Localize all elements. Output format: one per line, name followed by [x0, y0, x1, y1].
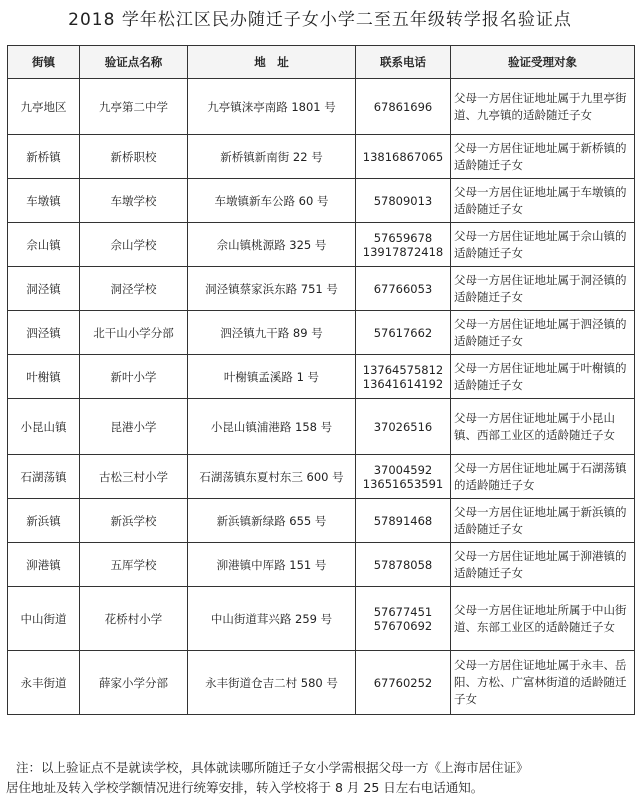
cell-town: 石湖荡镇 — [8, 455, 80, 499]
cell-site: 昆港小学 — [80, 399, 188, 455]
cell-site: 古松三村小学 — [80, 455, 188, 499]
header-site: 验证点名称 — [80, 46, 188, 79]
cell-target: 父母一方居住证地址属于佘山镇的适龄随迁子女 — [451, 223, 635, 267]
cell-town: 车墩镇 — [8, 179, 80, 223]
phone-number: 57659678 — [373, 230, 433, 245]
phone-number: 57670692 — [373, 618, 433, 633]
cell-phone — [356, 455, 451, 499]
phone-number: 37004592 — [373, 462, 433, 477]
cell-address: 佘山镇桃源路 325 号 — [188, 223, 356, 267]
cell-site: 洞泾学校 — [80, 267, 188, 311]
cell-address: 九亭镇涞亭南路 1801 号 — [188, 79, 356, 135]
cell-address: 新浜镇新绿路 655 号 — [188, 499, 356, 543]
cell-phone — [356, 223, 451, 267]
phone-number: 57878058 — [373, 557, 433, 572]
phone-number: 57809013 — [373, 193, 433, 208]
phone-number: 13651653591 — [362, 476, 444, 491]
cell-address: 永丰街道仓吉二村 580 号 — [188, 651, 356, 715]
cell-site: 新叶小学 — [80, 355, 188, 399]
cell-address: 叶榭镇孟溪路 1 号 — [188, 355, 356, 399]
cell-phone — [356, 399, 451, 455]
cell-phone — [356, 587, 451, 651]
phone-number: 13641614192 — [362, 376, 444, 391]
cell-target: 父母一方居住证地址属于石湖荡镇的适龄随迁子女 — [451, 455, 635, 499]
table-row — [8, 587, 635, 651]
phone-number: 13917872418 — [362, 244, 444, 259]
header-address: 地 址 — [188, 46, 356, 79]
cell-address: 泖港镇中厍路 151 号 — [188, 543, 356, 587]
footnote-line-1: 注：以上验证点不是就读学校，具体就读哪所随迁子女小学需根据父母一方《上海市居住证》 — [16, 760, 529, 775]
table-row — [8, 651, 635, 715]
table-row — [8, 543, 635, 587]
cell-site: 五厍学校 — [80, 543, 188, 587]
cell-site: 花桥村小学 — [80, 587, 188, 651]
cell-target: 父母一方居住证地址属于叶榭镇的适龄随迁子女 — [451, 355, 635, 399]
cell-site: 薛家小学分部 — [80, 651, 188, 715]
cell-address: 洞泾镇蔡家浜东路 751 号 — [188, 267, 356, 311]
phone-number: 57677451 — [373, 604, 433, 619]
table-row — [8, 79, 635, 135]
cell-target: 父母一方居住证地址属于洞泾镇的适龄随迁子女 — [451, 267, 635, 311]
table-row — [8, 179, 635, 223]
phone-number: 57891468 — [373, 513, 433, 528]
cell-address: 新桥镇新南街 22 号 — [188, 135, 356, 179]
cell-site: 新浜学校 — [80, 499, 188, 543]
cell-target: 父母一方居住证地址属于泗泾镇的适龄随迁子女 — [451, 311, 635, 355]
cell-town: 泗泾镇 — [8, 311, 80, 355]
cell-address: 泗泾镇九干路 89 号 — [188, 311, 356, 355]
header-town: 街镇 — [8, 46, 80, 79]
cell-town: 小昆山镇 — [8, 399, 80, 455]
footnote — [6, 758, 631, 798]
table-row — [8, 223, 635, 267]
table-row — [8, 399, 635, 455]
table-row — [8, 355, 635, 399]
header-phone: 联系电话 — [356, 46, 451, 79]
cell-phone — [356, 311, 451, 355]
cell-town: 佘山镇 — [8, 223, 80, 267]
cell-site: 车墩学校 — [80, 179, 188, 223]
cell-target: 父母一方居住证地址属于小昆山镇、西部工业区的适龄随迁子女 — [451, 399, 635, 455]
phone-number: 13816867065 — [362, 149, 444, 164]
table-row — [8, 455, 635, 499]
phone-number: 13764575812 — [362, 362, 444, 377]
cell-address: 车墩镇新车公路 60 号 — [188, 179, 356, 223]
footnote-line-2: 居住地址及转入学校学额情况进行统筹安排，转入学校将于 8 月 25 日左右电话通知。 — [6, 780, 484, 795]
table-header-row — [8, 46, 635, 79]
cell-town: 泖港镇 — [8, 543, 80, 587]
verification-sites-table — [7, 45, 635, 715]
cell-phone — [356, 355, 451, 399]
cell-site: 九亭第二中学 — [80, 79, 188, 135]
cell-target: 父母一方居住证地址所属于中山街道、东部工业区的适龄随迁子女 — [451, 587, 635, 651]
phone-number: 57617662 — [373, 325, 433, 340]
page-title: 2018 学年松江区民办随迁子女小学二至五年级转学报名验证点 — [68, 10, 572, 30]
cell-target: 父母一方居住证地址属于新浜镇的适龄随迁子女 — [451, 499, 635, 543]
cell-phone — [356, 179, 451, 223]
cell-address: 中山街道茸兴路 259 号 — [188, 587, 356, 651]
cell-phone — [356, 135, 451, 179]
table-row — [8, 499, 635, 543]
cell-phone — [356, 79, 451, 135]
cell-address: 石湖荡镇东夏村东三 600 号 — [188, 455, 356, 499]
phone-number: 67766053 — [373, 281, 433, 296]
cell-target: 父母一方居住证地址属于九里亭街道、九亭镇的适龄随迁子女 — [451, 79, 635, 135]
cell-town: 新浜镇 — [8, 499, 80, 543]
cell-town: 新桥镇 — [8, 135, 80, 179]
table-row — [8, 311, 635, 355]
phone-number: 37026516 — [373, 419, 433, 434]
phone-number: 67861696 — [373, 99, 433, 114]
cell-phone — [356, 651, 451, 715]
cell-town: 洞泾镇 — [8, 267, 80, 311]
cell-phone — [356, 543, 451, 587]
cell-site: 北干山小学分部 — [80, 311, 188, 355]
cell-site: 新桥职校 — [80, 135, 188, 179]
cell-address: 小昆山镇浦港路 158 号 — [188, 399, 356, 455]
cell-target: 父母一方居住证地址属于泖港镇的适龄随迁子女 — [451, 543, 635, 587]
cell-town: 中山街道 — [8, 587, 80, 651]
cell-phone — [356, 499, 451, 543]
cell-target: 父母一方居住证地址属于永丰、岳阳、方松、广富林街道的适龄随迁子女 — [451, 651, 635, 715]
cell-target: 父母一方居住证地址属于车墩镇的适龄随迁子女 — [451, 179, 635, 223]
cell-town: 永丰街道 — [8, 651, 80, 715]
cell-town: 叶榭镇 — [8, 355, 80, 399]
table-row — [8, 267, 635, 311]
cell-target: 父母一方居住证地址属于新桥镇的适龄随迁子女 — [451, 135, 635, 179]
header-target: 验证受理对象 — [451, 46, 635, 79]
table-row — [8, 135, 635, 179]
cell-phone — [356, 267, 451, 311]
phone-number: 67760252 — [373, 675, 433, 690]
cell-town: 九亭地区 — [8, 79, 80, 135]
cell-site: 佘山学校 — [80, 223, 188, 267]
